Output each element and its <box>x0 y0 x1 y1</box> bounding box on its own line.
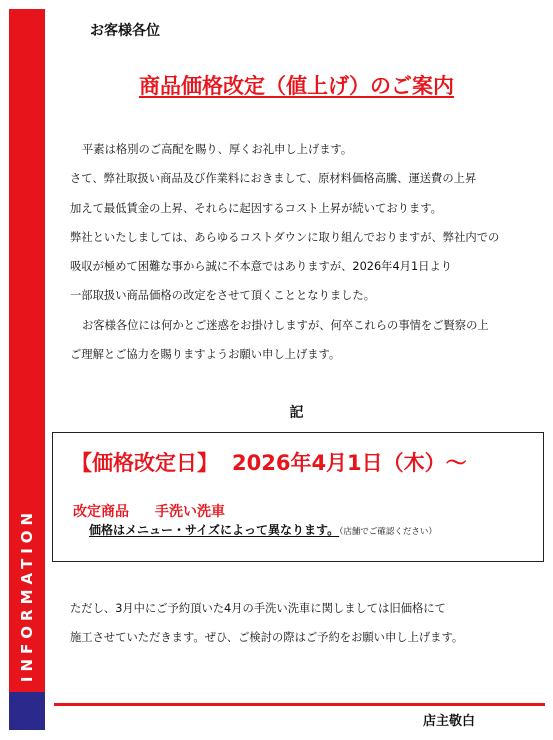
body-line: 加えて最低賃金の上昇、それらに起因するコスト上昇が続いております。 <box>70 201 442 215</box>
page-title: 商品価格改定（値上げ）のご案内 <box>139 74 454 98</box>
price-note <box>89 521 437 538</box>
revision-date-label: 【価格改定日】 <box>71 451 218 475</box>
body-line: お客様各位には何かとご迷惑をお掛けしますが、何卒これらの事情をご賢察の上 <box>82 318 489 332</box>
price-note-main: 価格はメニュー・サイズによって異なります。 <box>89 523 340 537</box>
body-line: ご理解とご協力を賜りますようお願い申し上げます。 <box>70 348 341 362</box>
ki-heading: 記 <box>289 405 304 421</box>
body-text <box>70 141 545 375</box>
revised-product-value: 手洗い洗車 <box>155 504 225 520</box>
body-line: 平素は格別のご高配を賜り、厚くお礼申し上げます。 <box>82 143 353 156</box>
body-line: 吸収が極めて困難な事から誠に不本意ではありますが、2026年4月1日より <box>70 260 453 274</box>
salutation: お客様各位 <box>90 23 160 39</box>
price-note-small: （店舗でご確認ください） <box>339 527 437 537</box>
revised-product-label: 改定商品 <box>73 504 129 520</box>
lower-text <box>70 600 463 658</box>
body-line: 弊社といたしましては、あらゆるコストダウンに取り組んでおりますが、弊社内での <box>70 230 500 244</box>
signature: 店主敬白 <box>423 714 476 729</box>
price-revision-box <box>52 432 544 562</box>
side-banner-label: INFORMATION <box>18 507 36 683</box>
lower-line: ただし、3月中にご予約頂いた4月の手洗い洗車に関しましては旧価格にて <box>70 602 446 615</box>
lower-line: 施工させていただきます。ぜひ、ご検討の際はご予約をお願い申し上げます。 <box>70 631 464 644</box>
body-line: さて、弊社取扱い商品及び作業料におきまして、原材料価格高騰、運送費の上昇 <box>70 172 477 186</box>
revised-product-line <box>73 501 225 521</box>
side-banner-accent <box>9 692 45 730</box>
body-line: 一部取扱い商品価格の改定をさせて頂くこととなりました。 <box>70 289 376 303</box>
revision-date-value: 2026年4月1日（木）～ <box>232 451 467 475</box>
title-wrapper <box>0 70 553 100</box>
revision-date-line <box>71 447 467 477</box>
bottom-divider <box>54 703 545 706</box>
